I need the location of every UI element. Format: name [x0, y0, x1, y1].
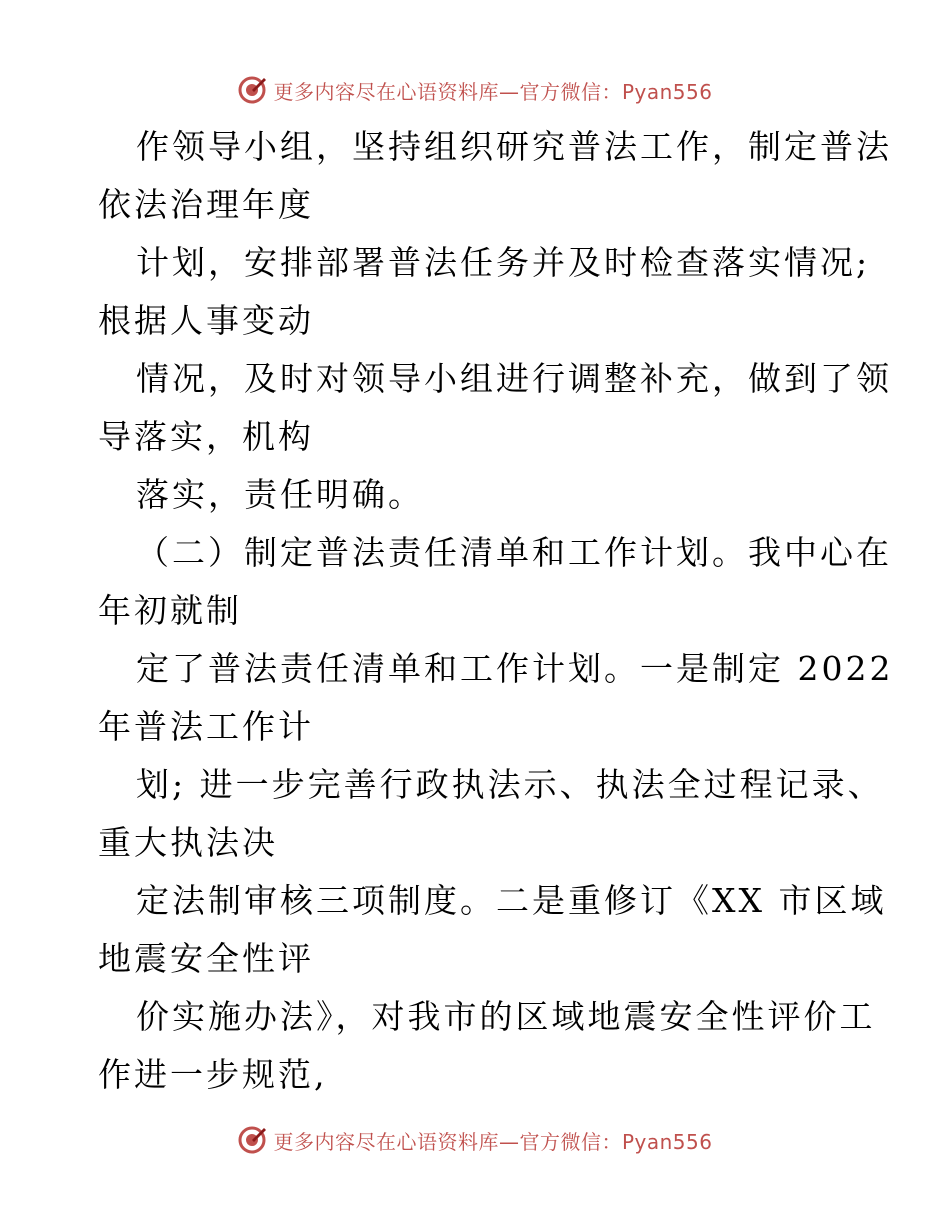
body-line: 重大执法决	[98, 823, 278, 862]
header-banner-text: 更多内容尽在心语资料库—官方微信：Pyan556	[273, 79, 713, 104]
body-line: 年初就制	[98, 591, 242, 630]
pen-circle-icon	[237, 1125, 267, 1155]
footer-banner-text: 更多内容尽在心语资料库—官方微信：Pyan556	[273, 1129, 713, 1154]
document-body	[98, 118, 894, 1104]
body-line: 依法治理年度	[98, 185, 314, 224]
body-line: 情况，及时对领导小组进行调整补充，做到了领	[136, 359, 892, 398]
body-line: 定法制审核三项制度。二是重修订《XX 市区域	[136, 881, 887, 920]
body-line: 作领导小组，坚持组织研究普法工作，制定普法	[136, 127, 892, 166]
pen-circle-icon	[237, 75, 267, 105]
body-line: 导落实，机构	[98, 417, 314, 456]
body-line: 计划，安排部署普法任务并及时检查落实情况;	[136, 243, 871, 282]
body-line: 地震安全性评	[98, 939, 314, 978]
body-line: 价实施办法》，对我市的区域地震安全性评价工	[136, 997, 876, 1036]
body-line: 年普法工作计	[98, 707, 314, 746]
body-line: 根据人事变动	[98, 301, 314, 340]
body-line: 定了普法责任清单和工作计划。一是制定 2022	[136, 649, 894, 688]
footer-banner	[0, 1120, 950, 1160]
body-line: 作进一步规范,	[98, 1055, 328, 1094]
body-line: （二）制定普法责任清单和工作计划。我中心在	[136, 533, 892, 572]
body-line: 落实，责任明确。	[136, 475, 424, 514]
body-line: 划; 进一步完善行政执法示、执法全过程记录、	[136, 765, 884, 804]
header-banner	[0, 70, 950, 110]
